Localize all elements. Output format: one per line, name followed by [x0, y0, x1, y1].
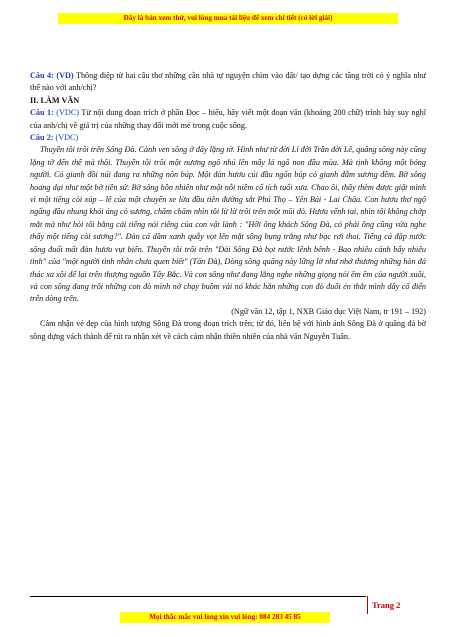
essay-task: Cảm nhận vẻ đẹp của hình tượng Sông Đà trong đoạn trích trên; từ đó, liên hệ với hình ảnh Sông Đà ở quãng đá bờ sông dựng vách thành để rút ra nhận xét về cách cảm nhận thiên nhiên của nhà văn Nguyễn Tuân.	[30, 319, 426, 341]
question-4	[30, 70, 426, 95]
page-number-divider	[367, 596, 368, 614]
section-title: II. LÀM VĂN	[30, 95, 80, 105]
passage-source: (Ngữ văn 12, tập 1, NXB Giáo dục Việt Nam, tr 191 – 192)	[231, 306, 426, 316]
essay-question-2-tag: (VDC)	[53, 133, 79, 143]
footer-divider	[30, 596, 366, 597]
preview-banner: Đây là bản xem thử, vui lòng mua tài liệu để xem chi tiết (có lời giải)	[58, 13, 398, 24]
passage-text: Thuyền tôi trôi trên Sông Đà. Cảnh ven sông ở đây lặng tờ. Hình như từ đời Lí đời Trần đời Lê, quãng sông này cũng lặng tờ đến thế mà thôi. Thuyền tôi trôi một nương ngô nhú lên mấy lá ngô non đầu mùa. Mà tịnh không một bóng người. Cỏ gianh đồi núi đang ra những nõn búp. Một đàn hươu cúi đầu ngốn búp cỏ gianh đẫm sương đêm. Bờ sông hoang dại như một bờ tiền sử. Bờ sông hồn nhiên như một nỗi niềm cổ tích tuổi xưa. Chao ôi, thấy thèm được giật mình vì một tiếng còi xúp – lê của một chuyến xe lửa đầu tiên đường sắt Phú Thọ – Yên Bái - Lai Châu. Con hươu thơ ngộ ngẩng đầu nhung khỏi áng cỏ sương, chăm chăm nhìn tôi lừ lừ trôi trên một mũi đò. Hươu vểnh tai, nhìn tôi không chớp mắt mà như hỏi tôi bằng cái tiếng nói riêng của con vật lành : "Hỡi ông khách Sông Đà, có phải ông cũng vừa nghe thấy một tiếng còi sương?". Đàn cá dầm xanh quẫy vọt lên mặt sông bụng trắng như bạc rơi thoi. Tiếng cá đập nước sông đuổi mất đàn hươu vụt biến. Thuyền tôi trôi trên "Dải Sông Đà bọt nước lênh bênh - Bao nhiêu cảnh bấy nhiêu tình" của "một người tình nhân chưa quen biết" (Tản Đà), Dòng sông quãng này lững lờ như nhớ thương những hòn đá thác xa xôi để lại trên thượng nguồn Tây Bắc. Và con sông như đang lắng nghe những giọng nói êm êm của người xuôi, và con sông đang trôi những con đò mình nở chạy buồm vải nó khác hẳn những con đò đuôi én thắt mình dây cổ điển trên dòng trên.	[30, 145, 426, 304]
question-4-text: Thông điệp từ hai câu thơ những cần nhà tự nguyện chìm vào đất/ tạo dựng các tầng trời có ý nghĩa như thế nào với anh/chị?	[30, 71, 426, 93]
essay-question-1	[30, 107, 426, 132]
document-body	[30, 70, 426, 343]
page-number: Trang 2	[372, 600, 401, 610]
essay-question-2	[30, 132, 426, 144]
essay-question-1-text: Từ nội dung đoạn trích ở phần Đọc – hiểu, hãy viết một đoạn văn (khoảng 200 chữ) trình bày suy nghĩ của anh/chị về giá trị của những thay đổi mới mẻ trong cuộc sống.	[30, 108, 426, 130]
contact-footer: Mọi thắc mắc vui lòng xin vui lòng: 084 283 45 85	[120, 612, 330, 623]
essay-question-1-label: Câu 1:	[30, 108, 54, 118]
essay-question-2-label: Câu 2:	[30, 133, 54, 143]
essay-question-1-tag: (VDC)	[53, 108, 80, 118]
question-4-label: Câu 4: (VD)	[30, 71, 74, 80]
